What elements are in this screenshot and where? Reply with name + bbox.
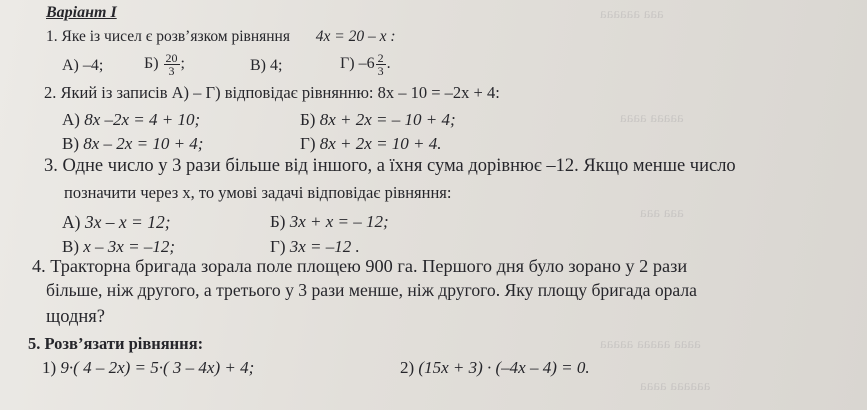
question-5-title: 5. Розв’язати рівняння: (28, 334, 204, 353)
q5-equation-1: 1) 9·( 4 – 2x) = 5·( 3 – 4x) + 4; (42, 358, 255, 377)
show-through-text: ааааа аааа (620, 110, 684, 126)
q3-option-b: Б) 3x + x = – 12; (270, 212, 389, 231)
variant-title: Варіант I (46, 4, 117, 21)
q1-option-b: Б) $\frac{20}{3}$ ; (144, 51, 185, 78)
q1-option-d: Г) –6 $\frac{2}{3}$ . (340, 51, 391, 78)
question-1-text (46, 27, 396, 47)
question-3-line-2: позначити через х, то умові задачі відповідає рівняння: (64, 183, 452, 202)
question-1-prompt: 1. Яке із чисел є розв’язком рівняння (46, 28, 290, 45)
question-1-equation: 4x = 20 – x : (315, 28, 396, 45)
q2-option-c: В) 8x – 2x = 10 + 4; (62, 134, 204, 153)
question-4-line-3: щодня? (46, 307, 105, 327)
q3-option-d: Г) 3x = –12 . (270, 237, 360, 256)
question-3-line-1: 3. Одне число у 3 рази більше від іншого, а їхня сума дорівнює –12. Якщо менше число (44, 156, 736, 176)
show-through-text: аааааа аааа (640, 378, 711, 394)
q1-option-b-fraction: $\frac{20}{3}$ (165, 51, 178, 78)
show-through-text: ааа аааааа (600, 6, 664, 22)
q5-equation-2: 2) (15x + 3) · (–4x – 4) = 0. (400, 358, 590, 377)
q1-option-c: В) 4; (250, 57, 283, 74)
q3-option-a: А) 3x – x = 12; (62, 212, 171, 232)
q2-option-a: А) 8x –2x = 4 + 10; (62, 110, 201, 129)
q2-option-b: Б) 8x + 2x = – 10 + 4; (300, 110, 456, 129)
question-2-text: 2. Який із записів А) – Г) відповідає рівнянню: 8x – 10 = –2x + 4: (44, 83, 500, 102)
q1-option-a: А) –4; (62, 57, 104, 74)
q1-option-d-fraction: $\frac{2}{3}$ (377, 51, 384, 78)
show-through-text: ааа ааа (640, 205, 684, 221)
question-4-line-1: 4. Тракторна бригада зорала поле площею 900 га. Першого дня було зорано у 2 рази (32, 256, 688, 276)
question-4-line-2: більше, ніж другого, а третього у 3 рази менше, ніж другого. Яку площу бригада орала (46, 280, 697, 300)
q2-option-d: Г) 8x + 2x = 10 + 4. (300, 134, 442, 153)
show-through-text: аааа ааааа ааааа (600, 336, 701, 352)
q3-option-c: В) x – 3x = –12; (62, 237, 175, 256)
